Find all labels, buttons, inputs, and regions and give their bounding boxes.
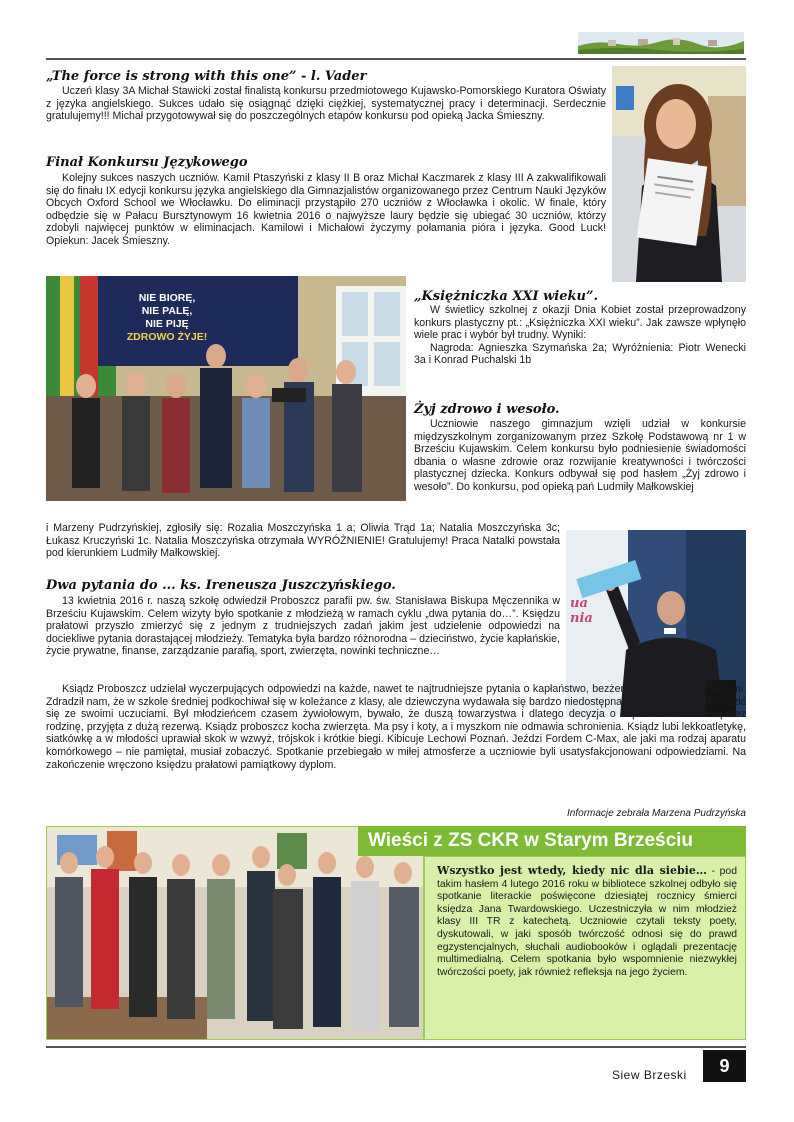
final-body <box>46 172 606 248</box>
priest-paragraph-2: Ksiądz Proboszcz udzielał wyczerpujących odpowiedzi na każde, nawet te najtrudniejsze pytania o kapłaństwo, bezżeństwo, relacje z kobietami. Zdradził nam, że w szkole średniej podkochiwał się w koleżance z klasy, ale dziewczyna wydawała się bardzo niedostępna i nie miał odwagi zdradzić się ze swoimi uczuciami. Był młodzieńcem czasem żywiołowym, bywało, że duszą towarzystwa i dlatego decyzja o kapłaństwie została przez rodzinę, przyjęta z dużą rezerwą. Ksiądz proboszcz kocha zwierzęta. Ma psy i koty, a i myszkom nie odmawia schronienia. Ksiądz lubi lekkoatletykę, siatkówkę a w młodości uprawiał skok w wzwyż, trójskok i krótkie biegi. Kibicuje Lechowi Poznań. Jeździ Fordem C-Max, ale jaki ma rodzaj aparatu komórkowego – nie pamiętał, musiał zobaczyć. Spotkanie przebiegało w miłej atmosferze a uczniowie byli usatysfakcjonowani odpowiedziami. Na zakończenie wręczono księdzu prałatowi pamiątkowy dyplom. <box>46 683 746 771</box>
student-with-diploma-photo <box>612 66 746 282</box>
ceremony-photo <box>46 276 406 501</box>
vader-paragraph: Uczeń klasy 3A Michał Stawicki został finalistą konkursu przedmiotowego Kujawsko-Pomorskiego Kuratora Oświaty z języka angielskiego. Sukces udało się osiągnąć dzięki ciężkiej, systematycznej pracy i determinacji. Serdecznie gratulujemy!!! Michał przygotowywał się do poszczególnych etapów konkursu pod opieką Jacka Śmieszny. <box>46 85 606 123</box>
priest-paragraph-1: 13 kwietnia 2016 r. naszą szkołę odwiedził Proboszcz parafii pw. św. Stanisława Biskupa Męczennika w Brześciu Kujawskim. Celem wizyty było spotkanie z młodzieżą w ramach cyklu „dwa pytania do…”. Księdzu prałatowi przyszło zmierzyć się z jednym z trudniejszych zadań jakim jest udzielenie odpowiedzi na dociekliwe pytania dorastającej młodzieży. Tematyka była bardzo różnorodna – dzieciństwo, życie kapłańskie, życie prywatne, finanse, zarządzanie parafią, sport, zwierzęta, nowinki techniczne… <box>46 595 560 658</box>
princess-title: „Księżniczka XXI wieku”. <box>414 289 598 304</box>
page-number: 9 <box>703 1050 746 1082</box>
vader-title: „The force is strong with this one” - l. Vader <box>46 69 367 84</box>
vader-body <box>46 85 606 123</box>
zs-text-box <box>424 856 746 1040</box>
princess-paragraph-2: Nagroda: Agnieszka Szymańska 2a; Wyróżnienia: Piotr Wenecki 3a i Konrad Puchalski 1b <box>414 341 746 367</box>
princess-paragraph-1: W świetlicy szkolnej z okazji Dnia Kobiet został przeprowadzony konkurs plastyczny pt.: „Księżniczka XXI wieku”. Jak zawsze wpłynęło wiele prac i wybór był trudny. Wyniki: <box>414 304 746 342</box>
zs-body: - pod takim hasłem 4 lutego 2016 roku w bibliotece szkolnej odbyło się spotkanie literackie poświęcone dziesiątej rocznicy śmierci księdza Jana Twardowskiego. Uczestniczyła w nim młodzież klasy III TR z katechetą. Uczniowie czytali teksty poety, dyskutowali, w jaki sposób twórczość odnosi się do prawd egzystencjalnych, słuchali audiobooków i oglądali prezentację multimedialną. Celem spotkania było wspomnienie niezwykłej twórczości poety, jak również refleksja na jego życiem. <box>437 866 737 978</box>
group-photo <box>46 826 424 1040</box>
zs-banner: Wieści z ZS CKR w Starym Brześciu <box>358 826 746 856</box>
priest-body-a <box>46 595 560 658</box>
healthy-body-a <box>414 418 746 494</box>
healthy-paragraph-b: i Marzeny Pudrzyńskiej, zgłosiły się: Rozalia Moszczyńska 1 a; Oliwia Trąd 1a; Natalia Moszczyńska 3c; Łukasz Kruczyński 1c. Natalia Moszczyńska otrzymała WYRÓŻNIENIE! Gratulujemy! Praca Natalki powstała pod kierunkiem Ludmiły Małkowskiej. <box>46 522 560 560</box>
priest-body-b <box>46 683 746 771</box>
final-paragraph: Kolejny sukces naszych uczniów. Kamil Ptaszyński z klasy II B oraz Michał Kaczmarek z klasy III A zakwalifikowali się do finału IX edycji konkursu języka angielskiego dla Gimnazjalistów organizowanego przez Centrum Nauki Języków Obcych Oxford School we Włocławku. Do eliminacji przystąpiło 270 uczniów z Włocławka i okolic. W finale, który odbędzie się w Pałacu Bursztynowym 16 kwietnia 2016 o najwyższe laury będzie się ubiegać 30 uczniów, którzy zdobyli najwięcej punktów w eliminacjach. Kamilowi i Michałowi życzymy połamania pióra i języka. Good Luck! Opiekun: Jacek Śmieszny. <box>46 172 606 247</box>
zs-text <box>437 865 737 979</box>
princess-body <box>414 304 746 367</box>
final-title: Finał Konkursu Językowego <box>46 155 248 170</box>
priest-title: Dwa pytania do ... ks. Ireneusza Juszczyńskiego. <box>46 578 396 593</box>
header-landscape-image <box>578 32 744 54</box>
ceremony-banner-text <box>102 292 232 344</box>
priest-board-text: ua nia <box>570 596 593 626</box>
banner-line-2: NIE PALĘ, <box>141 305 193 317</box>
priest-credit: Informacje zebrała Marzena Pudrzyńska <box>567 808 746 819</box>
healthy-body-b <box>46 522 560 560</box>
banner-line-4: ZDROWO ŻYJE! <box>126 331 208 343</box>
footer-publication-name: Siew Brzeski <box>612 1068 687 1082</box>
healthy-title: Żyj zdrowo i wesoło. <box>414 402 560 417</box>
healthy-paragraph-a: Uczniowie naszego gimnazjum wzięli udział w konkursie międzyszkolnym zorganizowanym przez Szkołę Podstawową nr 1 w Brześciu Kujawskim. Celem konkursu było podniesienie świadomości dbania o własne zdrowie oraz rozwijanie kreatywności i twórczości plastycznej dziecka. Konkurs odbywał się pod hasłem „Żyj zdrowo i wesoło”. Do konkursu, pod opieką pań Ludmiły Małkowskiej <box>414 418 746 493</box>
zs-lead: Wszystko jest wtedy, kiedy nic dla siebie… <box>437 864 707 877</box>
header-rule <box>46 58 746 60</box>
footer-rule <box>46 1046 746 1048</box>
banner-line-1: NIE BIORĘ, <box>138 292 196 304</box>
banner-line-3: NIE PIJĘ <box>145 318 189 330</box>
